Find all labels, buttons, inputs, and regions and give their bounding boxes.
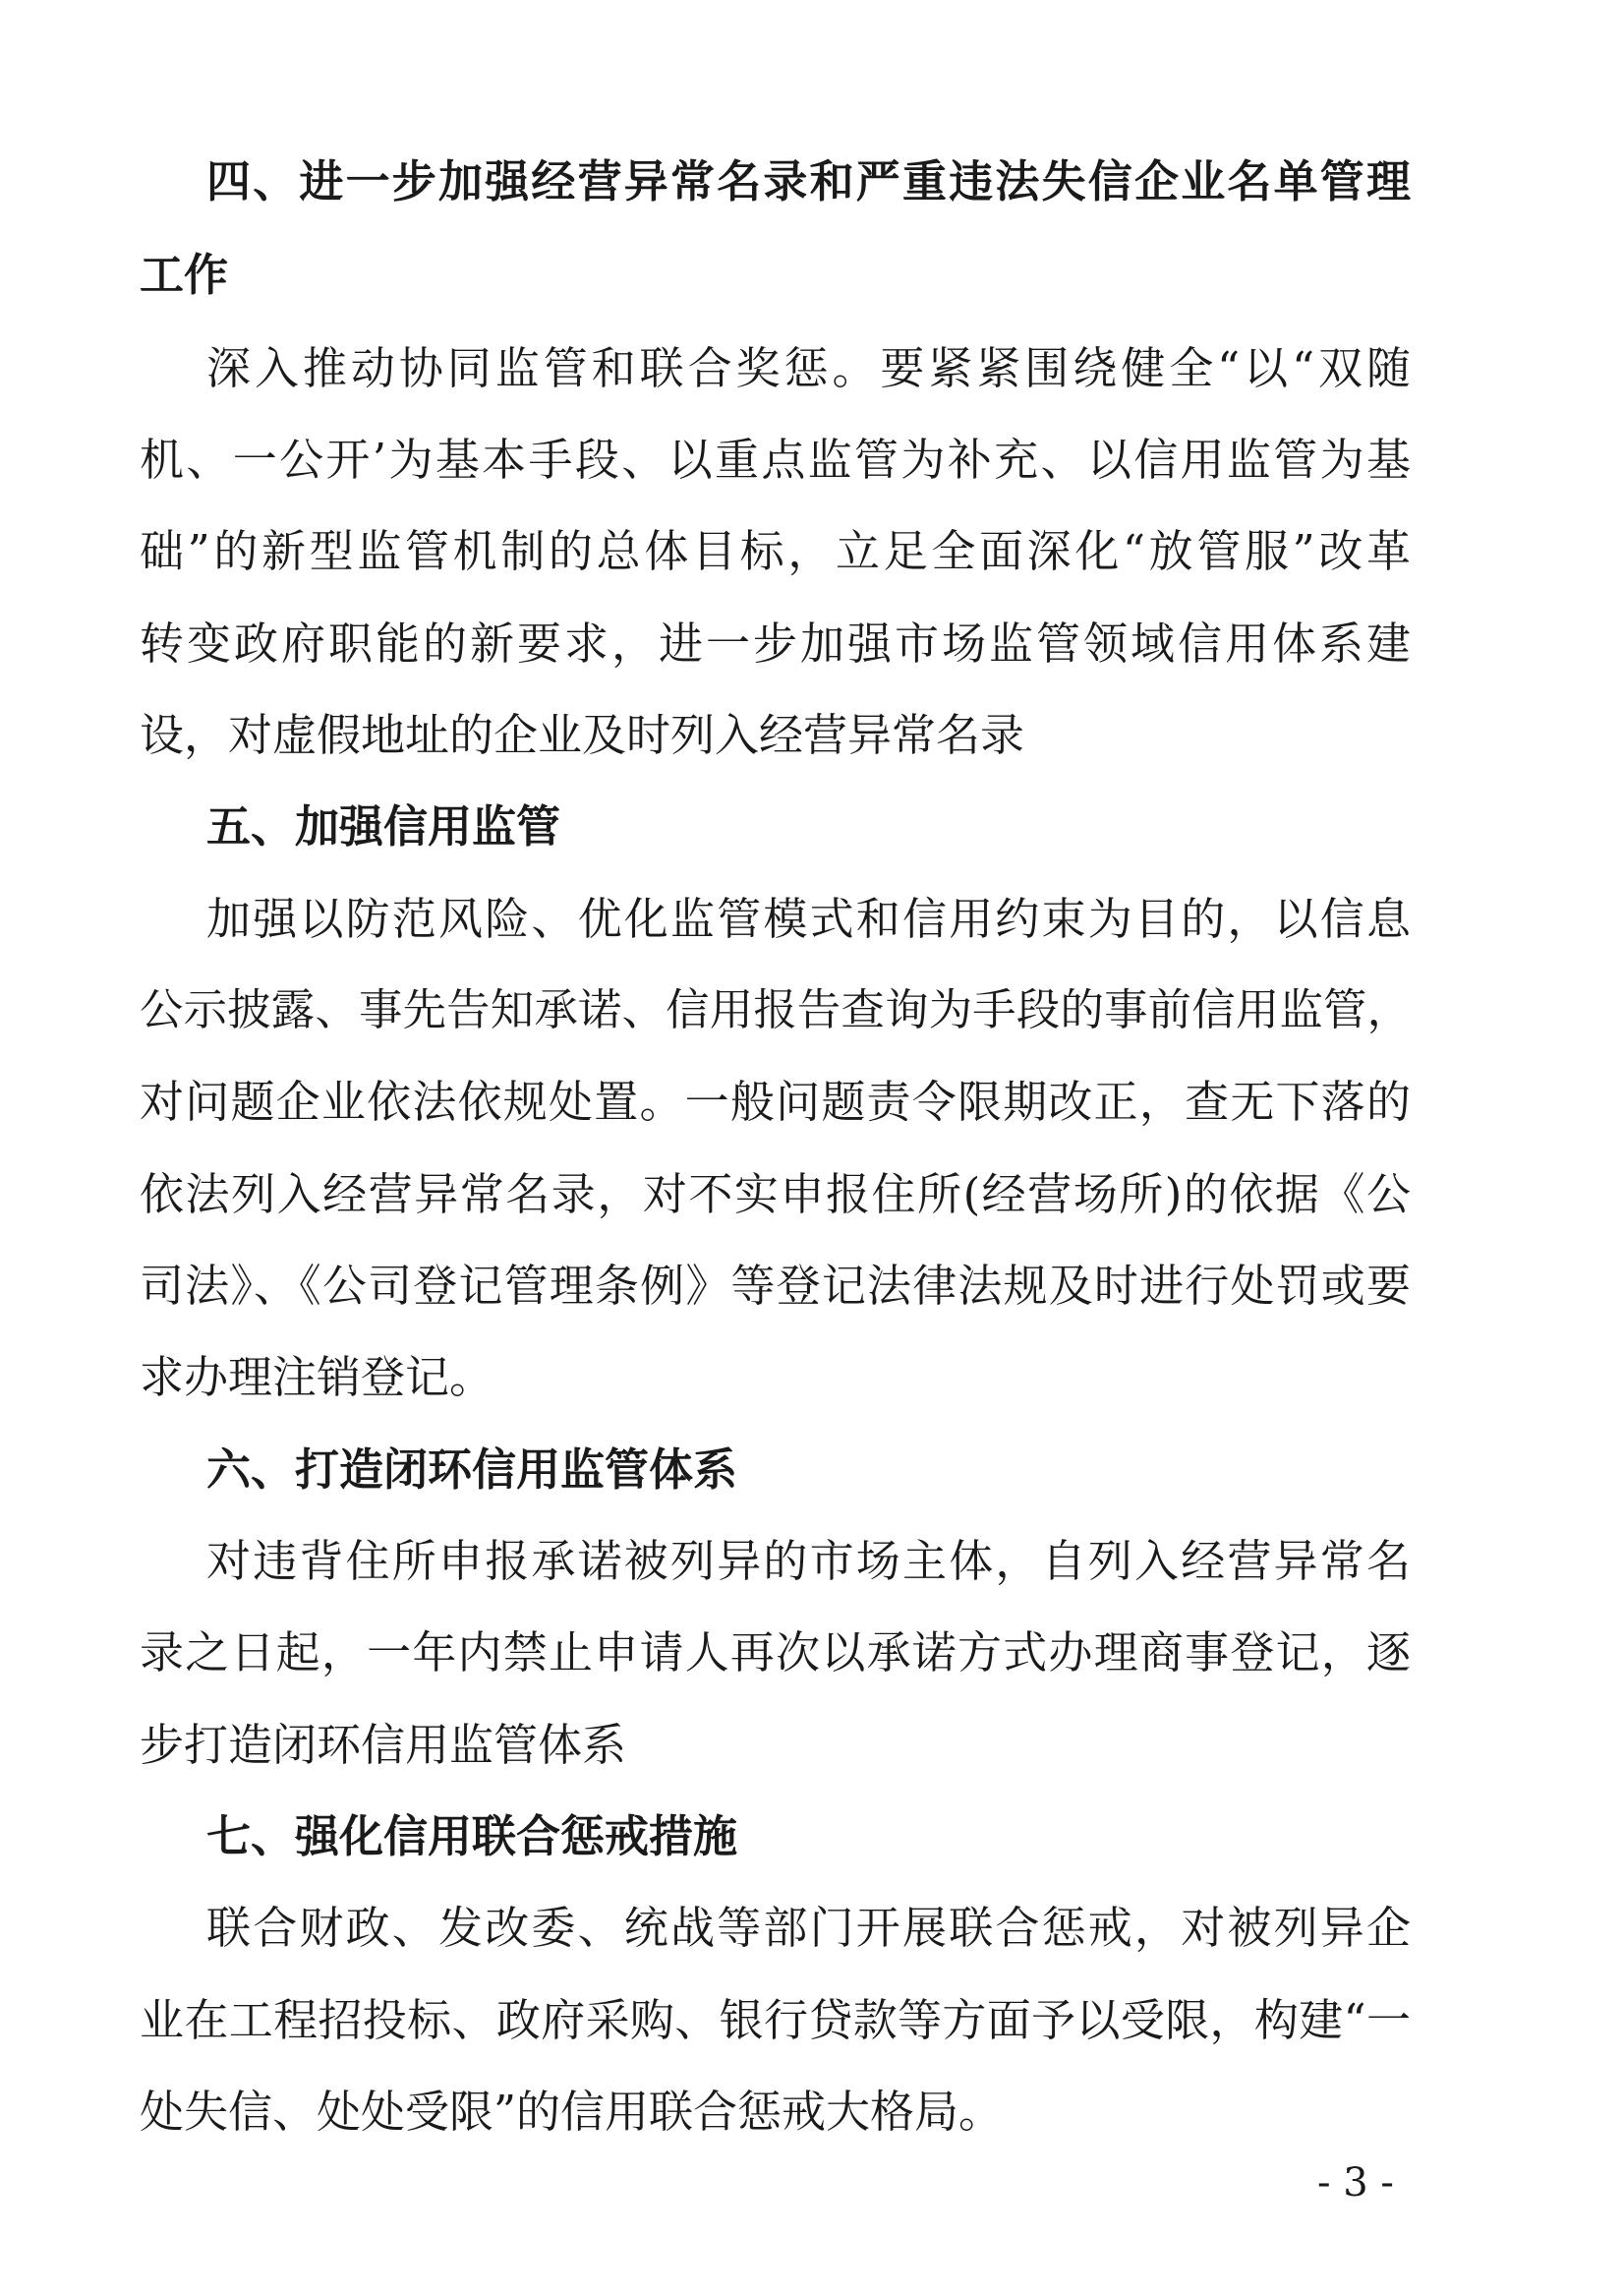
- paragraph-line: 处失信、处处受限”的信用联合惩戒大格局。: [140, 2086, 1004, 2138]
- section-4-heading: [0, 147, 1624, 216]
- paragraph-line: 对违背住所申报承诺被列异的市场主体，自列入经营异常名: [206, 1535, 1414, 1587]
- paragraph-line: 设，对虚假地址的企业及时列入经营异常名录: [140, 709, 1025, 761]
- paragraph-line: 步打造闭环信用监管体系: [140, 1719, 627, 1771]
- section-6-heading: 六、打造闭环信用监管体系: [206, 1443, 738, 1496]
- paragraph-line: 录之日起，一年内禁止申请人再次以承诺方式办理商事登记，逐: [140, 1626, 1413, 1678]
- paragraph-line: 依法列入经营异常名录，对不实申报住所(经营场所)的依据《公: [140, 1168, 1413, 1220]
- paragraph-line: 业在工程招投标、政府采购、银行贷款等方面予以受限，构建“一: [140, 1994, 1412, 2046]
- section-5-heading: 五、加强信用监管: [206, 800, 561, 853]
- page-number: - 3 -: [1317, 2160, 1394, 2206]
- paragraph-line: 对问题企业依法依规处置。一般问题责令限期改正，查无下落的: [140, 1076, 1413, 1128]
- section-4-heading-line-2: 工作: [140, 249, 229, 301]
- paragraph-line: 深入推动协同监管和联合奖惩。要紧紧围绕健全“以“双随: [206, 342, 1415, 394]
- paragraph-line: 加强以防范风险、优化监管模式和信用约束为目的，以信息: [206, 893, 1414, 945]
- paragraph-line: 础”的新型监管机制的总体目标，立足全面深化“放管服”改革: [140, 525, 1415, 577]
- paragraph-line: 司法》、《公司登记管理条例》等登记法律法规及时进行处罚或要: [140, 1260, 1413, 1312]
- paragraph-line: 转变政府职能的新要求，进一步加强市场监管领域信用体系建: [140, 618, 1414, 670]
- paragraph-line: 机、一公开’为基本手段、以重点监管为补充、以信用监管为基: [140, 434, 1414, 486]
- paragraph-line: 联合财政、发改委、统战等部门开展联合惩戒，对被列异企: [206, 1902, 1414, 1954]
- section-4-heading-line-1: 四、进一步加强经营异常名录和严重违法失信企业名单管理: [206, 155, 1414, 207]
- paragraph-line: 公示披露、事先告知承诺、信用报告查询为手段的事前信用监管，: [140, 985, 1411, 1035]
- paragraph-line: 求办理注销登记。: [140, 1351, 494, 1403]
- section-7-heading: 七、强化信用联合惩戒措施: [206, 1810, 738, 1862]
